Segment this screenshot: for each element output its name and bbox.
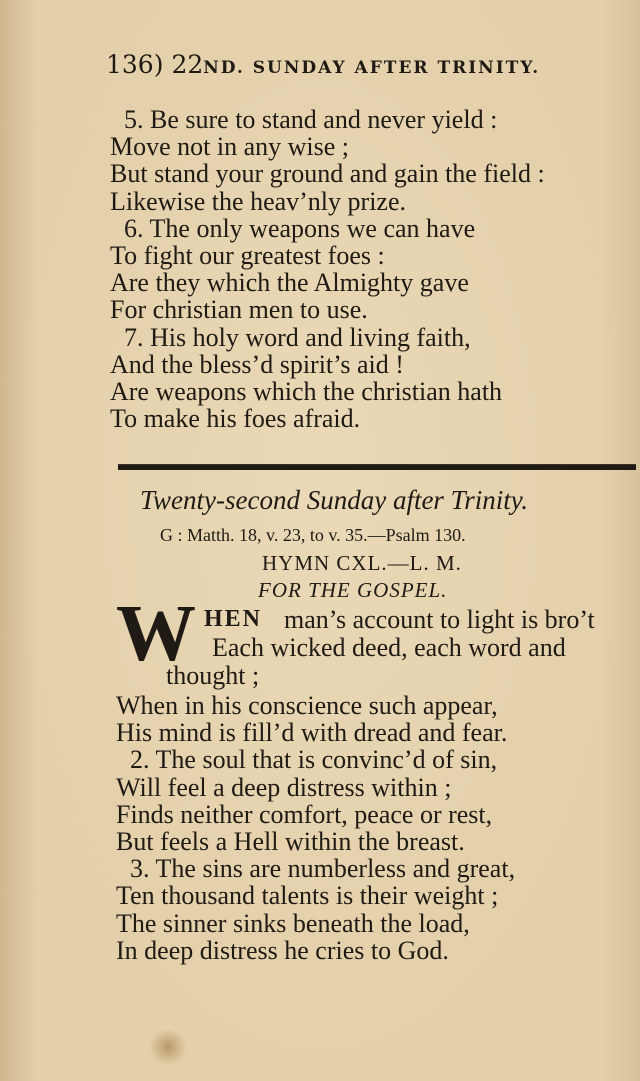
verse-line: 5. Be sure to stand and never yield : <box>124 105 498 134</box>
verse-line: But stand your ground and gain the field : <box>110 159 545 189</box>
hymn-line-1: man’s account to light is bro’t <box>284 605 595 634</box>
header-title: ND. SUNDAY AFTER TRINITY. <box>203 58 541 78</box>
hymn-body <box>116 692 515 964</box>
hymn-continuation <box>110 106 545 432</box>
verse-line: His mind is fill’d with dread and fear. <box>116 718 508 748</box>
drop-cap: W <box>116 590 196 678</box>
hymn-title: HYMN CXL.—L. M. <box>262 551 462 575</box>
verse-line: Are weapons which the christian hath <box>110 377 503 407</box>
drop-cap-rest: HEN <box>204 606 263 632</box>
running-header <box>106 50 540 79</box>
hymn-subtitle: FOR THE GOSPEL. <box>258 578 448 602</box>
hymn-line-3: thought ; <box>166 661 260 690</box>
verse-line: For christian men to use. <box>110 295 368 325</box>
verse-line: The sinner sinks beneath the load, <box>116 908 470 938</box>
verse-line: 2. The soul that is convinc’d of sin, <box>130 745 498 775</box>
verse-line: To fight our greatest foes : <box>110 241 385 271</box>
verse-line: When in his conscience such appear, <box>116 691 498 720</box>
verse-line: In deep distress he cries to God. <box>116 935 449 965</box>
hymn-line-2: Each wicked deed, each word and <box>212 633 566 662</box>
paper-stain <box>148 1030 188 1064</box>
verse-line: 7. His holy word and living faith, <box>124 322 471 352</box>
verse-line: Will feel a deep distress within ; <box>116 772 452 802</box>
verse-line: Are they which the Almighty gave <box>110 268 469 298</box>
verse-line: Ten thousand talents is their weight ; <box>116 881 499 911</box>
verse-line: Finds neither comfort, peace or rest, <box>116 799 493 829</box>
verse-line: Likewise the heav’nly prize. <box>110 186 406 216</box>
section-divider <box>118 464 636 470</box>
verse-line: Move not in any wise ; <box>110 132 350 162</box>
verse-line: 3. The sins are numberless and great, <box>130 854 516 884</box>
verse-line: 6. The only weapons we can have <box>124 213 476 243</box>
verse-line: To make his foes afraid. <box>110 404 361 434</box>
page-number: 136) <box>106 50 164 79</box>
verse-line: But feels a Hell within the breast. <box>116 827 465 857</box>
scripture-reference: G : Matth. 18, v. 23, to v. 35.—Psalm 130. <box>160 525 466 545</box>
section-title: Twenty-second Sunday after Trinity. <box>140 485 528 515</box>
verse-line: And the bless’d spirit’s aid ! <box>110 349 404 379</box>
header-ordinal: 22 <box>171 50 204 79</box>
